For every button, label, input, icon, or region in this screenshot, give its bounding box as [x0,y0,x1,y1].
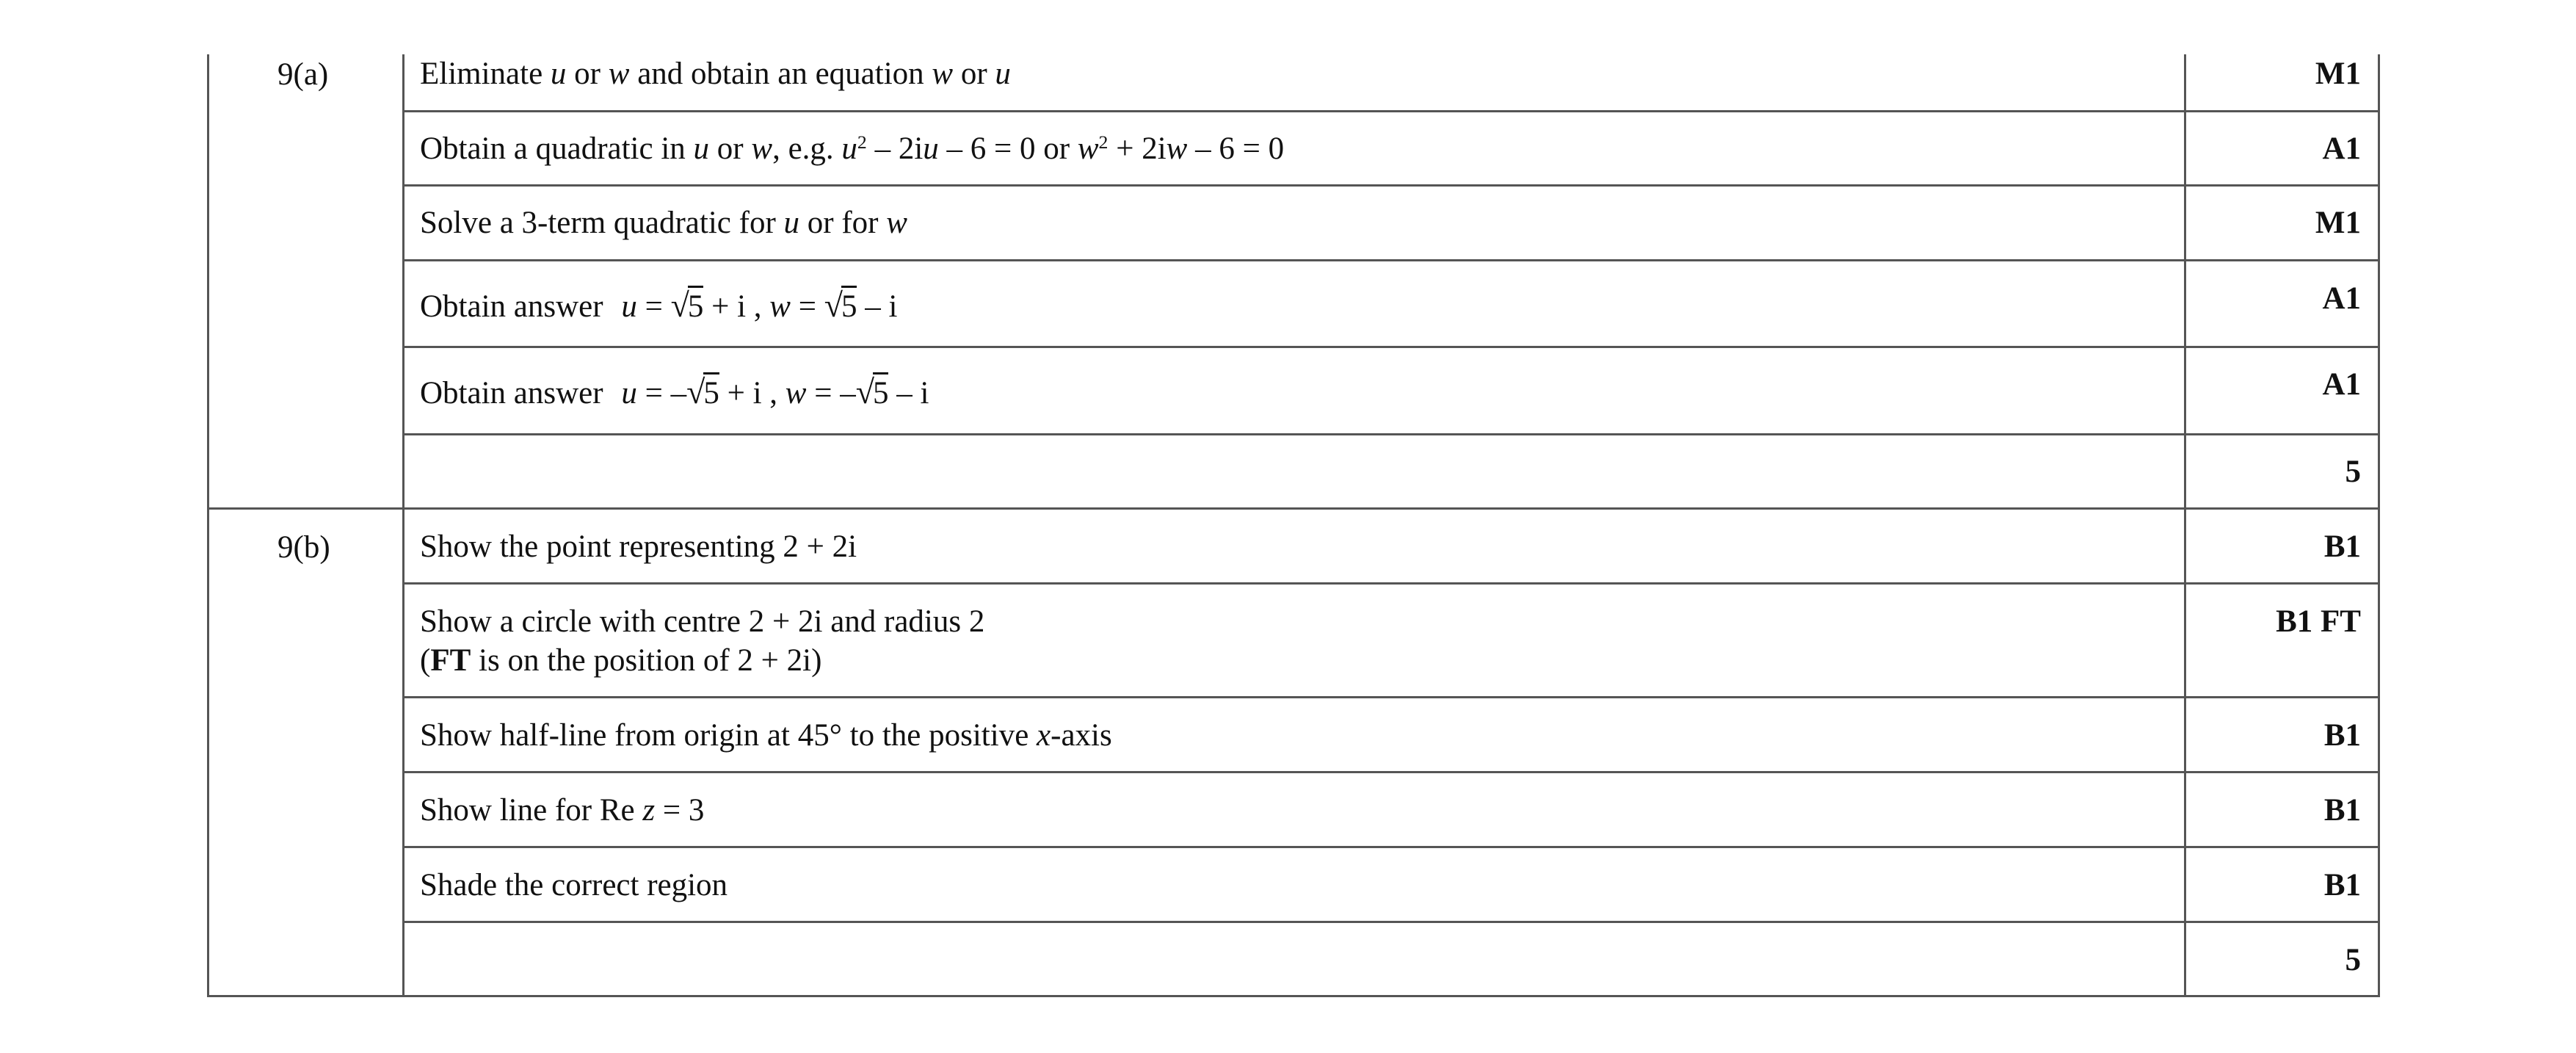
part-total-marks: 5 [2345,455,2361,489]
row-divider [402,696,2380,698]
criterion-text: Eliminate u or w and obtain an equation w or u [420,57,1011,91]
mark-code: B1 [2323,793,2361,828]
part-total-marks: 5 [2345,943,2361,977]
criterion-text: Obtain answer u = √5 + i , w = √5 – i [420,286,898,324]
mark-code: B1 [2323,529,2361,564]
criterion-text: Show line for Re z = 3 [420,793,705,828]
row-divider [402,259,2380,261]
mark-code: A1 [2322,131,2361,166]
criterion-text: Shade the correct region [420,868,728,902]
row-divider [402,110,2380,112]
column-divider-marks [2184,54,2186,997]
row-divider [402,771,2380,773]
part-divider [207,507,2380,510]
table-border-left [207,54,209,997]
mark-code: M1 [2315,206,2361,240]
mark-code: B1 FT [2276,604,2361,639]
table-border-right [2378,54,2380,997]
criterion-text: Show the point representing 2 + 2i [420,529,857,564]
criterion-text: Show half-line from origin at 45° to the positive x-axis [420,718,1112,753]
row-divider [402,184,2380,187]
criterion-text: Show a circle with centre 2 + 2i and radius 2 (FT is on the position of 2 + 2i) [420,604,985,678]
row-divider [402,582,2380,585]
mark-code: B1 [2323,718,2361,753]
row-divider [402,921,2380,923]
column-divider-question [402,54,404,997]
table-border-bottom [207,995,2380,997]
mark-code: A1 [2322,367,2361,402]
mark-code: A1 [2322,281,2361,316]
row-divider [402,346,2380,348]
criterion-text: Obtain a quadratic in u or w, e.g. $u^2 - 2iu - 6 = 0$ or $w^2 + 2iw - 6 = 0$ [420,131,1285,166]
mark-code: B1 [2323,868,2361,902]
question-number-9a: 9(a) [277,57,329,92]
mark-code: M1 [2315,57,2361,91]
criterion-text: Solve a 3-term quadratic for u or for w [420,206,907,240]
row-divider [402,433,2380,435]
criterion-text: Obtain answer u = –√5 + i , w = –√5 – i [420,373,929,410]
question-number-9b: 9(b) [277,530,330,565]
row-divider [402,846,2380,848]
